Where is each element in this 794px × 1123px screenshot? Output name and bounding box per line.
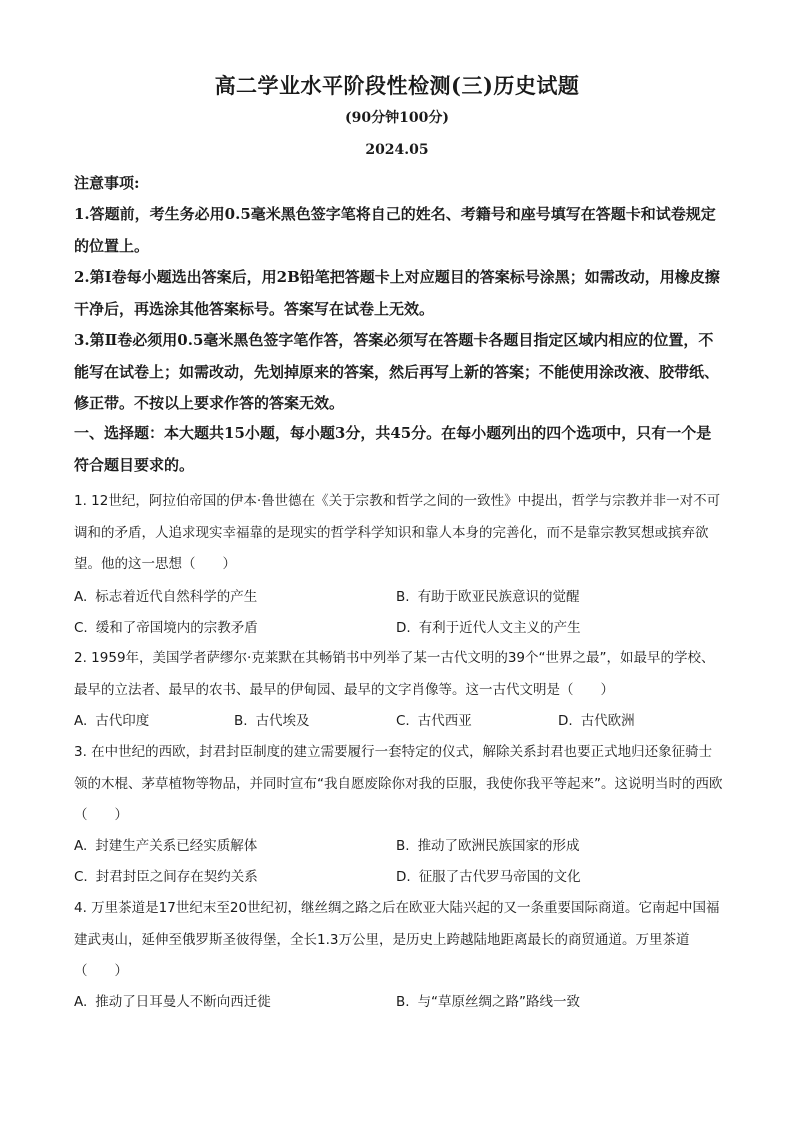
question-3-stem: 3. 在中世纪的西欧，封君封臣制度的建立需要履行一套特定的仪式，解除关系封君也要正式地归还象征骑士领的木棍、茅草植物等物品，并同时宣布“我自愿废除你对我的臣服，我使你我平等起来”。这说明当时的西欧（ ） [74, 744, 723, 823]
option-text: 与“草原丝绸之路”路线一致 [417, 994, 581, 1010]
option-letter: C. [74, 620, 88, 636]
option-b[interactable] [234, 706, 310, 736]
option-b[interactable] [396, 987, 580, 1017]
option-text: 古代埃及 [255, 713, 310, 729]
question-2-options-row [74, 706, 724, 736]
option-letter: D. [396, 869, 411, 885]
notice-heading: 注意事项: [74, 174, 140, 192]
option-letter: B. [396, 838, 410, 854]
option-letter: B. [234, 713, 248, 729]
question-1-options-row-1 [74, 582, 724, 612]
option-letter: D. [558, 713, 573, 729]
exam-date: 2024.05 [365, 142, 429, 158]
question-2-stem: 2. 1959年，美国学者萨缪尔·克莱默在其畅销书中列举了某一古代文明的39个“世界之最”，如最早的学校、最早的立法者、最早的农书、最早的伊甸园、最早的文字肖像等。这一古代文明是（ ） [74, 650, 715, 698]
option-letter: B. [396, 994, 410, 1010]
option-text: 封君封臣之间存在契约关系 [95, 869, 258, 885]
option-text: 古代欧洲 [580, 713, 635, 729]
option-text: 标志着近代自然科学的产生 [95, 589, 258, 605]
option-text: 推动了日耳曼人不断向西迁徙 [95, 994, 271, 1010]
exam-title: 高二学业水平阶段性检测(三)历史试题 [214, 73, 580, 98]
question-3-options-row-1 [74, 831, 724, 861]
notice-item-1: 1.答题前，考生务必用0.5毫米黑色签字笔将自己的姓名、考籍号和座号填写在答题卡和试卷规定的位置上。 [74, 205, 716, 255]
option-letter: A. [74, 994, 88, 1010]
option-d[interactable] [558, 706, 635, 736]
question-3-options-row-2 [74, 862, 724, 892]
option-a[interactable] [74, 582, 257, 612]
option-text: 封建生产关系已经实质解体 [95, 838, 258, 854]
option-d[interactable] [396, 613, 581, 643]
option-c[interactable] [74, 613, 258, 643]
option-b[interactable] [396, 582, 580, 612]
option-letter: D. [396, 620, 411, 636]
option-letter: B. [396, 589, 410, 605]
option-text: 有助于欧亚民族意识的觉醒 [417, 589, 580, 605]
option-c[interactable] [74, 862, 258, 892]
option-c[interactable] [396, 706, 472, 736]
option-text: 征服了古代罗马帝国的文化 [418, 869, 581, 885]
option-text: 有利于近代人文主义的产生 [418, 620, 581, 636]
exam-duration: (90分钟100分) [345, 110, 449, 126]
option-text: 古代西亚 [417, 713, 472, 729]
question-4-stem: 4. 万里茶道是17世纪末至20世纪初，继丝绸之路之后在欧亚大陆兴起的又一条重要国际商道。它南起中国福建武夷山，延伸至俄罗斯圣彼得堡，全长1.3万公里，是历史上跨越陆地距离最长的商贸通道。万里茶道（ ） [74, 900, 720, 979]
option-text: 缓和了帝国境内的宗教矛盾 [95, 620, 258, 636]
option-letter: C. [74, 869, 88, 885]
section-heading: 一、选择题：本大题共15小题，每小题3分，共45分。在每小题列出的四个选项中，只有一个是符合题目要求的。 [74, 424, 712, 474]
notice-item-2: 2.第Ⅰ卷每小题选出答案后，用2B铅笔把答题卡上对应题目的答案标号涂黑；如需改动，用橡皮擦干净后，再选涂其他答案标号。答案写在试卷上无效。 [74, 268, 720, 318]
option-letter: A. [74, 589, 88, 605]
option-letter: A. [74, 838, 88, 854]
option-a[interactable] [74, 987, 271, 1017]
notice-item-3: 3.第Ⅱ卷必须用0.5毫米黑色签字笔作答，答案必须写在答题卡各题目指定区域内相应的位置，不能写在试卷上；如需改动，先划掉原来的答案，然后再写上新的答案；不能使用涂改液、胶带纸、修正带。不按以上要求作答的答案无效。 [74, 331, 720, 412]
option-b[interactable] [396, 831, 580, 861]
option-text: 推动了欧洲民族国家的形成 [417, 838, 580, 854]
option-a[interactable] [74, 706, 149, 736]
question-1-stem: 1. 12世纪，阿拉伯帝国的伊本·鲁世德在《关于宗教和哲学之间的一致性》中提出，哲学与宗教并非一对不可调和的矛盾，人追求现实幸福靠的是现实的哲学科学知识和靠人本身的完善化，而不是靠宗教冥想或摈弃欲望。他的这一思想（ ） [74, 493, 721, 572]
option-d[interactable] [396, 862, 581, 892]
option-letter: C. [396, 713, 410, 729]
question-1-options-row-2 [74, 613, 724, 643]
option-text: 古代印度 [95, 713, 150, 729]
question-4-options-row-1 [74, 987, 724, 1017]
option-letter: A. [74, 713, 88, 729]
option-a[interactable] [74, 831, 257, 861]
